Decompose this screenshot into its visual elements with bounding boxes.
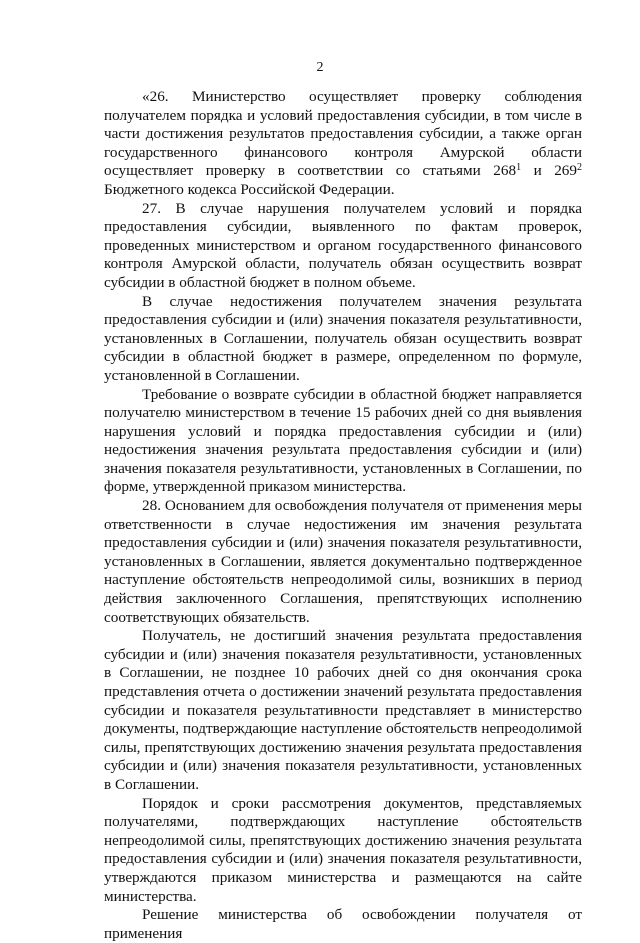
- paragraph-28-decision: Решение министерства об освобождении получателя от применения: [104, 906, 582, 942]
- paragraph-26: [104, 88, 582, 200]
- paragraph-26-text-start: «26. Министерство осуществляет проверку соблюдения получателем порядка и условий предоставления субсидии, в том числе в части достижения результатов предоставления субсидии, а также орган государственного финансового контроля Амурской области осуществляет проверку в соответствии со статьями 268: [104, 88, 582, 180]
- page-number: 2: [316, 60, 324, 75]
- paragraph-27-nondachievement: В случае недостижения получателем значения результата предоставления субсидии и (или) значения показателя результативности, установленных в Соглашении, получатель обязан осуществить возврат субсидии в областной бюджет в размере, определенном по формуле, установленной в Соглашении.: [104, 292, 582, 384]
- paragraph-28: 28. Основанием для освобождения получателя от применения меры ответственности в случае недостижения им значения результата предоставления субсидии и (или) значения показателя результативности, установленных в Соглашении, является документально подтвержденное наступление обстоятельств непреодолимой силы, возникших в период действия заключенного Соглашения, препятствующих исполнению соответствующих обязательств.: [104, 497, 582, 626]
- paragraph-27-refund-demand: Требование о возврате субсидии в областной бюджет направляется получателю министерством в течение 15 рабочих дней со дня выявления нарушения условий и порядка предоставления субсидии и (или) недостижения значения результата предоставления субсидии и (или) значения показателя результативности, установленных в Соглашении, по форме, утвержденной приказом министерства.: [104, 385, 582, 496]
- paragraph-26-text-end: Бюджетного кодекса Российской Федерации.: [104, 180, 395, 198]
- paragraph-26-text-middle: и 269: [521, 162, 577, 180]
- document-body: [104, 88, 582, 943]
- paragraph-27: 27. В случае нарушения получателем условий и порядка предоставления субсидии, выявленного по фактам проверок, проведенных министерством и органом государственного финансового контроля Амурской области, получатель обязан осуществить возврат субсидии в областной бюджет в полном объеме.: [104, 199, 582, 291]
- article-268-superscript: 1: [516, 162, 522, 174]
- paragraph-28-documents: Получатель, не достигший значения результата предоставления субсидии и (или) значения показателя результативности, установленных в Соглашении, не позднее 10 рабочих дней со дня окончания срока представления отчета о достижении значений результата предоставления субсидии и показателя результативности представляет в министерство документы, подтверждающие наступление обстоятельств непреодолимой силы, препятствующих достижению значения результата предоставления субсидии и (или) значения показателя результативности, установленных в Соглашении.: [104, 627, 582, 793]
- paragraph-28-procedure: Порядок и сроки рассмотрения документов, представляемых получателями, подтверждающих наступление обстоятельств непреодолимой силы, препятствующих достижению значения результата предоставления субсидии и (или) значения показателя результативности, утверждаются приказом министерства и размещаются на сайте министерства.: [104, 794, 582, 905]
- article-269-superscript: 2: [577, 162, 582, 174]
